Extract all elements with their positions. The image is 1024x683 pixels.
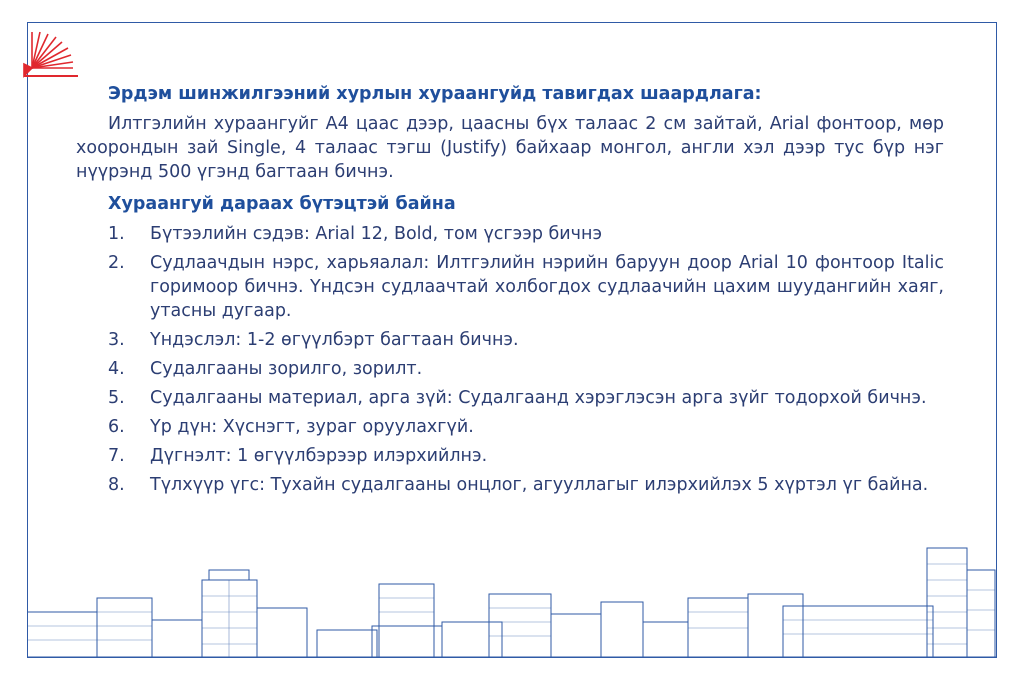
list-item <box>76 415 944 439</box>
list-item <box>76 444 944 468</box>
list-item <box>76 357 944 381</box>
list-item <box>76 251 944 323</box>
list-item <box>76 386 944 410</box>
structure-list <box>76 222 944 497</box>
item-number: 4. <box>108 359 125 379</box>
item-text: Судалгааны зорилго, зорилт. <box>150 359 423 379</box>
structure-subheading: Хураангуй дараах бүтэцтэй байна <box>108 194 456 214</box>
sunburst-logo-icon <box>18 18 82 82</box>
item-number: 7. <box>108 446 125 466</box>
city-skyline-illustration <box>27 540 997 658</box>
list-item <box>76 473 944 497</box>
item-text: Түлхүүр үгс: Тухайн судалгааны онцлог, агууллагыг илэрхийлэх 5 хүртэл үг байна. <box>150 475 929 495</box>
item-number: 3. <box>108 330 125 350</box>
intro-paragraph: Илтгэлийн хураангуйг A4 цаас дээр, цаасны бүх талаас 2 см зайтай, Arial фонтоор, мөр хоорондын зай Single, 4 талаас тэгш (Justify) байхаар монгол, англи хэл дээр тус бүр нэг нүүрэнд 500 үгэнд багтаан бичнэ. <box>76 114 944 182</box>
item-text: Үр дүн: Хүснэгт, зураг оруулахгүй. <box>150 417 474 437</box>
item-number: 8. <box>108 475 125 495</box>
item-number: 2. <box>108 253 125 273</box>
item-text: Судлаачдын нэрс, харьяалал: Илтгэлийн нэрийн баруун доор Arial 10 фонтоор Italic горимоор бичнэ. Үндсэн судлаачтай холбогдох судлаачийн цахим шуудангийн хаяг, утасны дугаар. <box>150 253 944 321</box>
item-text: Бүтээлийн сэдэв: Arial 12, Bold, том үсгээр бичнэ <box>150 224 603 244</box>
item-number: 1. <box>108 224 125 244</box>
item-text: Дүгнэлт: 1 өгүүлбэрээр илэрхийлнэ. <box>150 446 488 466</box>
item-number: 6. <box>108 417 125 437</box>
page-heading: Эрдэм шинжилгээний хурлын хураангуйд тавигдах шаардлага: <box>108 84 762 104</box>
item-text: Судалгааны материал, арга зүй: Судалгаанд хэрэглэсэн арга зүйг тодорхой бичнэ. <box>150 388 927 408</box>
requirements-content <box>76 84 944 502</box>
item-number: 5. <box>108 388 125 408</box>
list-item <box>76 222 944 246</box>
item-text: Үндэслэл: 1-2 өгүүлбэрт багтаан бичнэ. <box>150 330 519 350</box>
list-item <box>76 328 944 352</box>
